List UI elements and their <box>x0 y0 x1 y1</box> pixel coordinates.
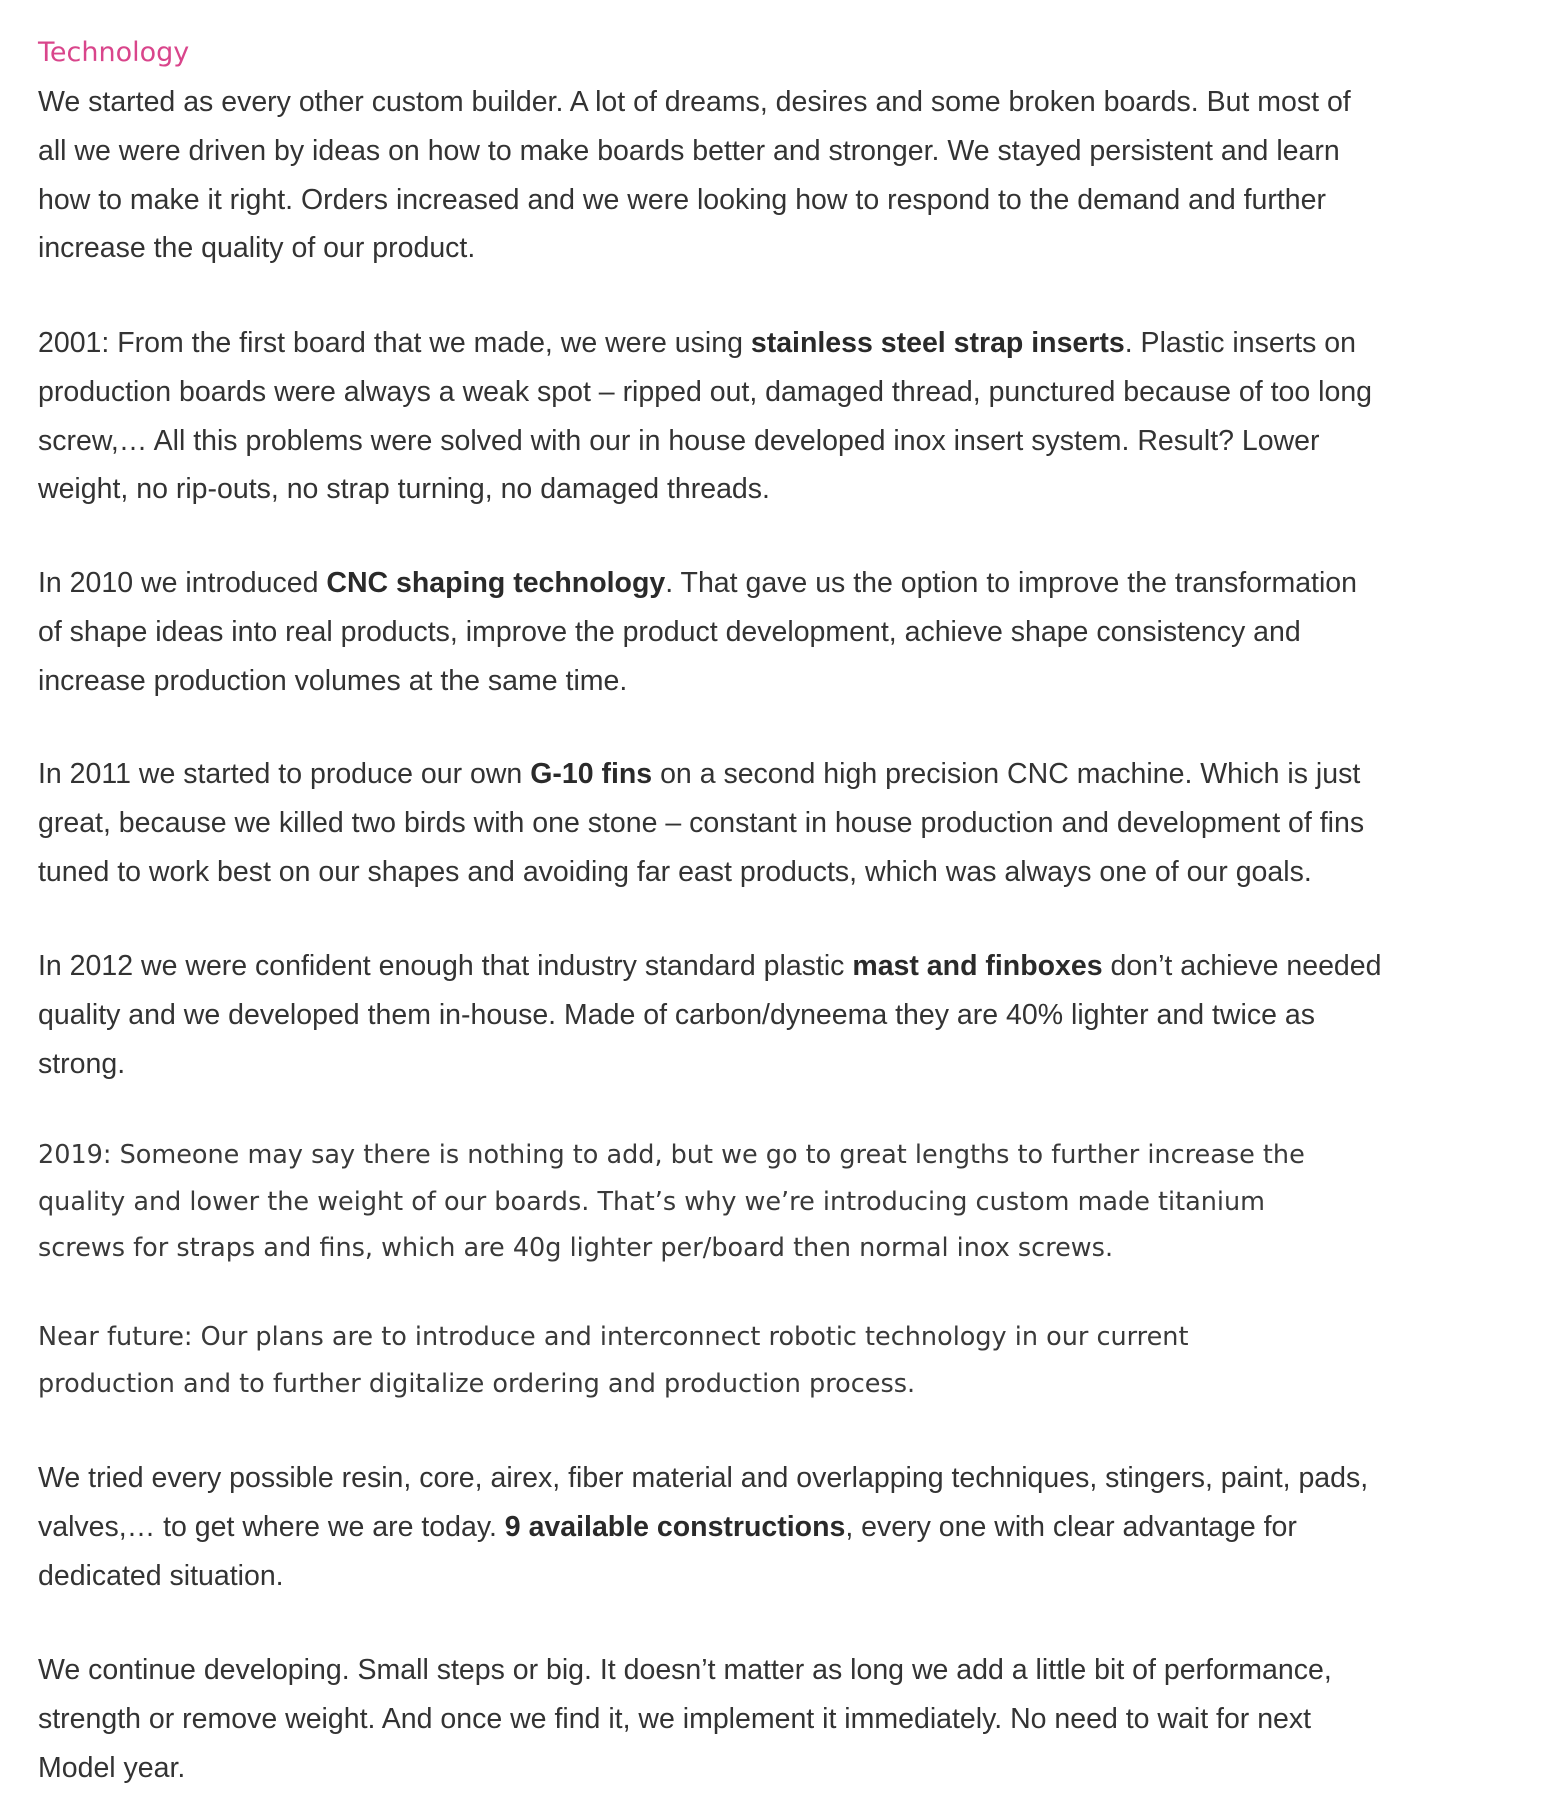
text-segment: 2001: From the first board that we made, we were using <box>38 327 751 359</box>
bold-highlight: mast and finboxes <box>852 950 1103 982</box>
text-segment: production and to further digitalize ordering and production process. <box>38 1368 916 1399</box>
text-line <box>38 942 1382 991</box>
text-line <box>38 657 1357 706</box>
text-line <box>38 368 1372 417</box>
text-line <box>38 176 1351 225</box>
text-line <box>38 417 1372 466</box>
text-line <box>38 1361 1188 1408</box>
text-line <box>38 1314 1188 1361</box>
text-segment: quality and we developed them in-house. Made of carbon/dyneema they are 40% lighter and twice as <box>38 998 1315 1031</box>
text-segment: how to make it right. Orders increased and we were looking how to respond to the demand and further <box>38 183 1326 216</box>
text-line <box>38 1552 1368 1601</box>
text-line <box>38 799 1364 848</box>
text-line <box>38 608 1357 657</box>
text-segment: In 2011 we started to produce our own <box>38 758 531 790</box>
text-line <box>38 1646 1332 1695</box>
text-line <box>38 1040 1382 1089</box>
text-segment: Model year. <box>38 1751 186 1784</box>
text-segment: increase production volumes at the same time. <box>38 664 628 697</box>
text-segment: We tried every possible resin, core, airex, fiber material and overlapping techniques, stingers, paint, pads, <box>38 1462 1369 1494</box>
text-line <box>38 848 1364 897</box>
text-segment: quality and lower the weight of our boards. That’s why we’re introducing custom made titanium <box>38 1186 1265 1217</box>
text-line <box>38 78 1351 127</box>
text-line <box>38 750 1364 799</box>
text-segment: We continue developing. Small steps or big. It doesn’t matter as long we add a little bit of performance, <box>38 1654 1332 1686</box>
text-segment: screw,… All this problems were solved with our in house developed inox insert system. Result? Lower <box>38 424 1320 457</box>
text-segment: of shape ideas into real products, improve the product development, achieve shape consistency and <box>38 615 1301 648</box>
text-segment: . That gave us the option to improve the transformation <box>665 567 1357 599</box>
text-segment: We started as every other custom builder. A lot of dreams, desires and some broken boards. But most of <box>38 86 1351 118</box>
text-line <box>38 319 1372 368</box>
text-segment: , every one with clear advantage for <box>845 1510 1297 1543</box>
text-segment: 2019: Someone may say there is nothing to add, but we go to great lengths to further increase the <box>38 1140 1305 1170</box>
bold-highlight: G-10 fins <box>530 758 653 790</box>
paragraph <box>38 1646 1332 1792</box>
paragraph <box>38 559 1357 705</box>
text-line <box>38 465 1372 514</box>
text-segment: increase the quality of our product. <box>38 232 476 265</box>
text-line <box>38 559 1357 608</box>
bold-highlight: 9 available constructions <box>504 1510 846 1543</box>
text-segment: production boards were always a weak spot – ripped out, damaged thread, punctured because of too long <box>38 375 1373 408</box>
text-segment: strong. <box>38 1047 126 1080</box>
text-segment: great, because we killed two birds with one stone – constant in house production and development of fins <box>38 806 1365 839</box>
text-segment: In 2010 we introduced <box>38 567 327 599</box>
bold-highlight: stainless steel strap inserts <box>750 327 1125 359</box>
paragraph <box>38 1314 1188 1407</box>
paragraph <box>38 750 1364 896</box>
text-line <box>38 1695 1332 1744</box>
text-segment: on a second high precision CNC machine. Which is just <box>652 758 1361 790</box>
text-line <box>38 1503 1368 1552</box>
text-line <box>38 224 1351 273</box>
bold-highlight: CNC shaping technology <box>326 567 666 599</box>
text-segment: strength or remove weight. And once we find it, we implement it immediately. No need to wait for next <box>38 1702 1312 1735</box>
text-line <box>38 1744 1332 1793</box>
paragraph <box>38 1132 1305 1272</box>
text-line <box>38 127 1351 176</box>
paragraph <box>38 319 1372 514</box>
text-segment: tuned to work best on our shapes and avoiding far east products, which was always one of our goals. <box>38 855 1312 888</box>
text-segment: valves,… to get where we are today. <box>38 1510 505 1543</box>
text-line <box>38 1179 1305 1226</box>
paragraph <box>38 1454 1368 1600</box>
text-segment: weight, no rip-outs, no strap turning, no damaged threads. <box>38 473 770 506</box>
text-segment: Near future: Our plans are to introduce and interconnect robotic technology in our current <box>38 1322 1189 1352</box>
text-line <box>38 1454 1368 1503</box>
text-segment: all we were driven by ideas on how to make boards better and stronger. We stayed persistent and learn <box>38 134 1340 167</box>
text-segment: In 2012 we were confident enough that industry standard plastic <box>38 950 853 982</box>
text-line <box>38 1225 1305 1272</box>
text-segment: don’t achieve needed <box>1102 950 1382 982</box>
text-line <box>38 1132 1305 1179</box>
paragraph <box>38 942 1382 1088</box>
text-segment: . Plastic inserts on <box>1124 327 1356 359</box>
paragraph <box>38 78 1351 273</box>
text-segment: screws for straps and fins, which are 40g lighter per/board then normal inox screws. <box>38 1233 1114 1263</box>
text-segment: dedicated situation. <box>38 1559 284 1592</box>
section-heading: Technology <box>38 37 190 68</box>
text-line <box>38 991 1382 1040</box>
